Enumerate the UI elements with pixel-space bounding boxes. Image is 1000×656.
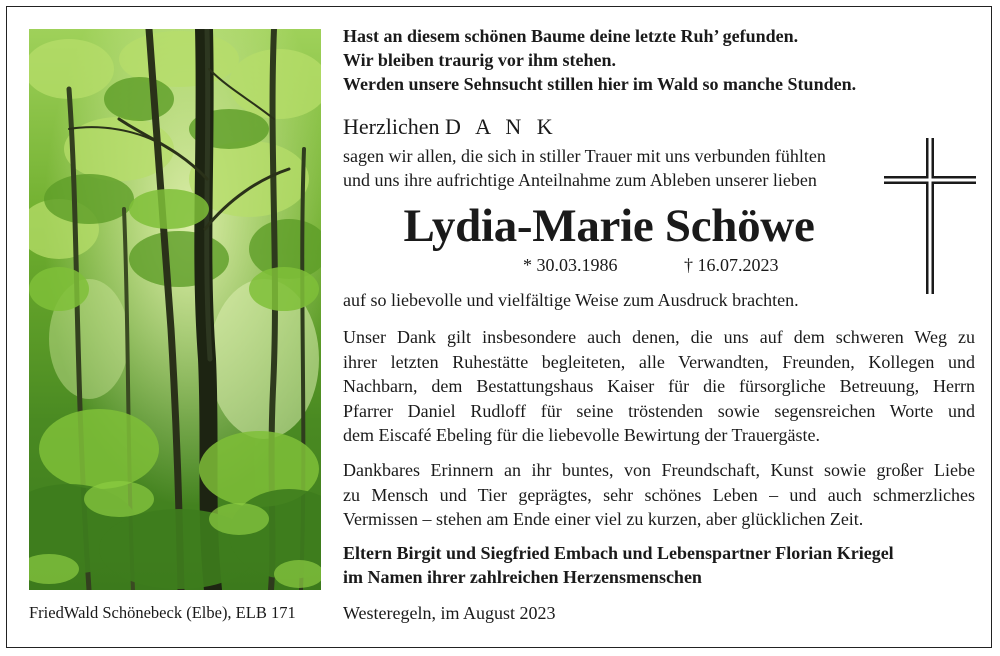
cross-icon <box>884 138 976 294</box>
thanks-word: D A N K <box>445 114 558 139</box>
deceased-name: Lydia-Marie Schöwe <box>403 200 815 252</box>
verse-line: Hast an diesem schönen Baume deine letzte Ruh’ gefunden. <box>343 26 799 46</box>
intro-line: sagen wir allen, die sich in stiller Trauer mit uns verbunden fühlten <box>343 146 826 166</box>
verse-line: Wir bleiben traurig vor ihm stehen. <box>343 50 617 70</box>
paragraph-line: Pfarrer Daniel Rudloff für seine tröstenden sowie segensreichen Worte und <box>343 400 975 421</box>
paragraph-expression: auf so liebevolle und vielfältige Weise zum Ausdruck brachten. <box>343 290 799 310</box>
thanks-heading <box>343 114 975 140</box>
paragraph-thanks <box>343 325 975 448</box>
paragraph-line: dem Eiscafé Ebeling für die liebevolle Bewirtung der Trauergäste. <box>343 425 821 445</box>
verse-line: Werden unsere Sehnsucht stillen hier im Wald so manche Stunden. <box>343 74 857 94</box>
paragraph-memory <box>343 458 975 532</box>
signers <box>343 541 975 589</box>
verse <box>343 24 975 96</box>
intro-line: und uns ihre aufrichtige Anteilnahme zum Ableben unserer lieben <box>343 170 817 190</box>
paragraph-line: Vermissen – stehen am Ende einer viel zu kurzen, aber glücklichen Zeit. <box>343 509 864 529</box>
paragraph-line: ihrer letzten Ruhestätte begleiteten, alle Verwandten, Freunden, Kollegen und <box>343 351 975 372</box>
paragraph-line: Dankbares Erinnern an ihr buntes, von Freundschaft, Kunst sowie großer Liebe <box>343 460 975 480</box>
place-and-date: Westeregeln, im August 2023 <box>343 603 556 623</box>
paragraph-line: Nachbarn, dem Bestattungshaus Kaiser für die fürsorgliche Betreuung, Herrn <box>343 376 975 396</box>
intro-text <box>343 144 888 192</box>
death-date: † 16.07.2023 <box>684 255 779 275</box>
forest-photo <box>29 29 321 590</box>
birth-date: * 30.03.1986 <box>523 255 618 275</box>
photo-caption: FriedWald Schönebeck (Elbe), ELB 171 <box>29 603 296 622</box>
forest-trees-image <box>29 29 321 590</box>
thanks-prefix: Herzlichen <box>343 114 440 139</box>
paragraph-line: zu Mensch und Tier geprägtes, sehr schönes Leben – und auch schmerzliches <box>343 484 975 505</box>
signers-line: im Namen ihrer zahlreichen Herzensmenschen <box>343 567 702 587</box>
signers-line: Eltern Birgit und Siegfried Embach und Lebenspartner Florian Kriegel <box>343 543 894 563</box>
paragraph-line: Unser Dank gilt insbesondere auch denen, die uns auf dem schweren Weg zu <box>343 327 975 347</box>
